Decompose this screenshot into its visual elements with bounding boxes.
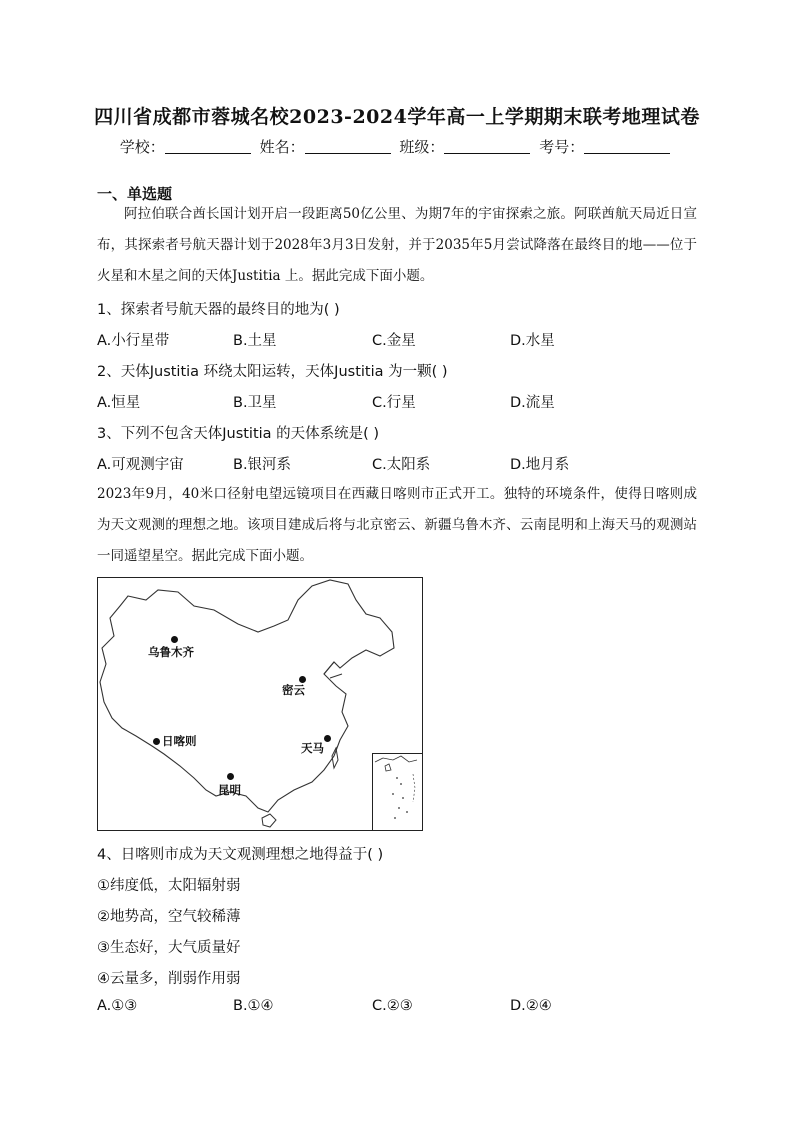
statement-3: ③生态好，大气质量好 (97, 940, 241, 956)
question-2-stem: 2、天体Justitia 环绕太阳运转，天体Justitia 为一颗( ) (97, 364, 448, 380)
option-c[interactable]: C.金星 (372, 333, 416, 349)
option-a[interactable]: A.小行星带 (97, 333, 170, 349)
inset-outline (373, 754, 422, 830)
option-d[interactable]: D.地月系 (510, 457, 570, 473)
section-title: 一、单选题 (97, 185, 173, 203)
option-c[interactable]: C.行星 (372, 395, 416, 411)
city-label-xigaze: 日喀则 (162, 734, 197, 748)
question-3-options (97, 453, 697, 475)
option-b[interactable]: B.卫星 (233, 395, 277, 411)
question-2-options (97, 391, 697, 413)
china-map-figure (97, 577, 423, 831)
option-a[interactable]: A.①③ (97, 998, 138, 1014)
option-b[interactable]: B.土星 (233, 333, 277, 349)
option-c[interactable]: C.②③ (372, 998, 413, 1014)
option-d[interactable]: D.流星 (510, 395, 555, 411)
question-4-stem: 4、日喀则市成为天文观测理想之地得益于( ) (97, 847, 384, 863)
passage-2: 2023年9月，40米口径射电望远镜项目在西藏日喀则市正式开工。独特的环境条件，使得日喀则成为天文观测的理想之地。该项目建成后将与北京密云、新疆乌鲁木齐、云南昆明和上海天马的观测站一同遥望星空。据此完成下面小题。 (97, 486, 697, 564)
question-1-stem: 1、探索者号航天器的最终目的地为( ) (97, 302, 340, 318)
name-blank[interactable] (305, 139, 391, 154)
option-a[interactable]: A.恒星 (97, 395, 141, 411)
exam-number-blank[interactable] (584, 139, 670, 154)
student-info-row (0, 136, 794, 157)
school-blank[interactable] (165, 139, 251, 154)
south-china-sea-inset (372, 753, 423, 831)
option-a[interactable]: A.可观测宇宙 (97, 457, 184, 473)
passage-1: 阿拉伯联合酋长国计划开启一段距离50亿公里、为期7年的宇宙探索之旅。阿联酋航天局近日宣布，其探索者号航天器计划于2028年3月3日发射，并于2035年5月尝试降落在最终目的地——位于火星和木星之间的天体Justitia 上。据此完成下面小题。 (97, 206, 697, 284)
option-d[interactable]: D.②④ (510, 998, 552, 1014)
question-3-stem: 3、下列不包含天体Justitia 的天体系统是( ) (97, 426, 380, 442)
option-b[interactable]: B.①④ (233, 998, 274, 1014)
city-dot-tianma (324, 735, 331, 742)
question-1-options (97, 329, 697, 351)
city-dot-kunming (227, 773, 234, 780)
name-label: 姓名： (259, 138, 305, 156)
city-label-miyun: 密云 (282, 683, 305, 697)
class-label: 班级： (399, 138, 445, 156)
option-c[interactable]: C.太阳系 (372, 457, 431, 473)
class-blank[interactable] (444, 139, 530, 154)
city-dot-urumqi (171, 636, 178, 643)
exam-title: 四川省成都市蓉城名校2023-2024学年高一上学期期末联考地理试卷 (94, 106, 700, 128)
city-label-tianma: 天马 (301, 741, 324, 755)
city-dot-xigaze (153, 738, 160, 745)
city-label-urumqi: 乌鲁木齐 (148, 645, 194, 659)
option-b[interactable]: B.银河系 (233, 457, 292, 473)
statement-2: ②地势高，空气较稀薄 (97, 909, 241, 925)
school-label: 学校： (119, 138, 165, 156)
city-label-kunming: 昆明 (218, 783, 241, 797)
statement-1: ①纬度低，太阳辐射弱 (97, 878, 241, 894)
exam-number-label: 考号： (539, 138, 585, 156)
option-d[interactable]: D.水星 (510, 333, 555, 349)
statement-4: ④云量多，削弱作用弱 (97, 971, 241, 987)
question-4-options (97, 998, 697, 1020)
